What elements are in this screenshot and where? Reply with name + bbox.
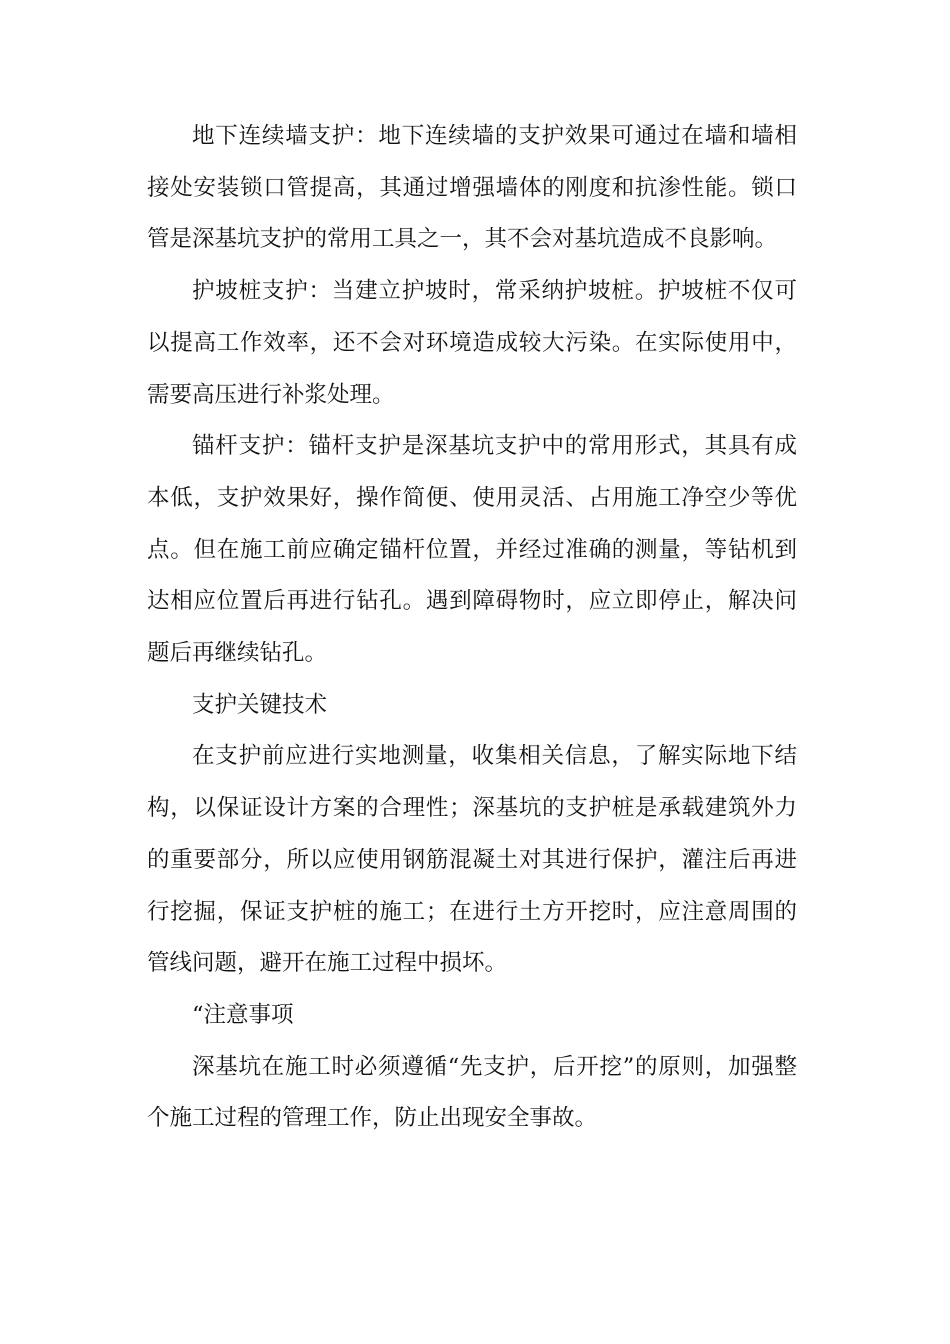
paragraph-anchor-support: 锚杆支护：锚杆支护是深基坑支护中的常用形式，其具有成本低，支护效果好，操作简便、使用灵活、占用施工净空少等优点。但在施工前应确定锚杆位置，并经过准确的测量，等钻机到达相应位置后再进行钻孔。遇到障碍物时，应立即停止，解决问题后再继续钻孔。 bbox=[147, 433, 797, 667]
heading-key-technology: 支护关键技术 bbox=[192, 691, 328, 718]
paragraph-slope-pile-support: 护坡桩支护：当建立护坡时，常采纳护坡桩。护坡桩不仅可以提高工作效率，还不会对环境造成较大污染。在实际使用中，需要高压进行补浆处理。 bbox=[147, 278, 797, 408]
paragraph-key-technology: 在支护前应进行实地测量，收集相关信息，了解实际地下结构，以保证设计方案的合理性；深基坑的支护桩是承载建筑外力的重要部分，所以应使用钢筋混凝土对其进行保护，灌注后再进行挖掘，保证支护桩的施工；在进行土方开挖时，应注意周围的管线问题，避开在施工过程中损坏。 bbox=[147, 743, 797, 977]
heading-precautions: “注意事项 bbox=[192, 1001, 294, 1028]
document-body bbox=[147, 111, 797, 1145]
paragraph-precautions: 深基坑在施工时必须遵循“先支护，后开挖”的原则，加强整个施工过程的管理工作，防止出现安全事故。 bbox=[147, 1053, 797, 1132]
paragraph-diaphragm-wall-support: 地下连续墙支护：地下连续墙的支护效果可通过在墙和墙相接处安装锁口管提高，其通过增强墙体的刚度和抗渗性能。锁口管是深基坑支护的常用工具之一，其不会对基坑造成不良影响。 bbox=[147, 123, 797, 253]
